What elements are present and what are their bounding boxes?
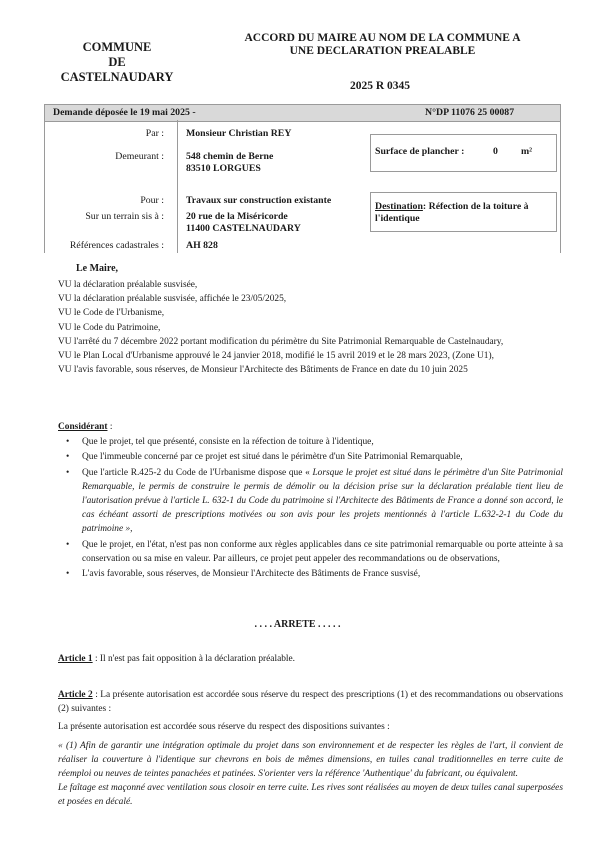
considerant-item: • Que le projet, tel que présenté, consiste en la réfection de toiture à l'identique, bbox=[58, 435, 563, 449]
surface-unit: m² bbox=[521, 146, 533, 157]
dp-number: N°DP 11076 25 00087 bbox=[425, 107, 515, 118]
applicant-name: Monsieur Christian REY bbox=[186, 128, 292, 139]
vu-item: VU le Code de l'Urbanisme, bbox=[58, 308, 165, 319]
destination-box bbox=[370, 192, 557, 232]
cadastre-label: Références cadastrales : bbox=[69, 240, 164, 251]
decision-reference: 2025 R 0345 bbox=[349, 80, 411, 92]
terrain-line-1: 20 rue de la Miséricorde bbox=[186, 211, 288, 222]
article-2-text: : La présente autorisation est accordée sous réserve du respect des prescriptions (1) et des recommandations ou observations (2) suivantes : bbox=[58, 690, 563, 715]
le-maire: Le Maire, bbox=[76, 263, 119, 274]
title-line-1: ACCORD DU MAIRE AU NOM DE LA COMMUNE A bbox=[244, 32, 521, 44]
surface-value: 0 bbox=[493, 146, 498, 157]
par-label: Par : bbox=[145, 128, 164, 139]
article-1-label: Article 1 bbox=[58, 654, 93, 664]
deposit-date: Demande déposée le 19 mai 2025 - bbox=[53, 107, 196, 118]
considerant-colon: : bbox=[107, 422, 113, 432]
vu-item: VU la déclaration préalable susvisée, affichée le 23/05/2025, bbox=[58, 294, 287, 305]
article-2 bbox=[58, 688, 563, 810]
commune-line-2: DE bbox=[108, 55, 126, 69]
considerant-section bbox=[58, 420, 563, 582]
commune-line-1: COMMUNE bbox=[82, 40, 152, 54]
article-1 bbox=[58, 652, 563, 666]
article-2-label: Article 2 bbox=[58, 690, 93, 700]
pour-label: Pour : bbox=[140, 195, 164, 206]
considerant-3-prefix: Que l'article R.425-2 du Code de l'Urbanisme dispose que « bbox=[82, 467, 313, 478]
vu-item: VU la déclaration préalable susvisée, bbox=[58, 280, 198, 290]
considerant-3-quote: Lorsque le projet est situé dans le périmètre d'un Site Patrimonial Remarquable, le permis de construire le permis de démolir ou la décision prise sur la déclaration préalable tient lieu de l'autorisation prévue à l'article L. 632-1 du Code du patrimoine si l'Architecte des Bâtiments de France a donné son accord, le cas échéant assorti de prescriptions motivées ou son avis pour les projets mentionnés à l'article L.632-2-1 du Code du patrimoine », bbox=[82, 467, 563, 535]
vu-item: VU le Plan Local d'Urbanisme approuvé le 24 janvier 2018, modifié le 15 avril 2019 et le 28 mars 2023, (Zone U1), bbox=[58, 351, 494, 362]
vu-item: VU l'avis favorable, sous réserves, de Monsieur l'Architecte des Bâtiments de France en date du 10 juin 2025 bbox=[58, 365, 468, 376]
demeurant-label: Demeurant : bbox=[115, 151, 164, 162]
works-description: Travaux sur construction existante bbox=[186, 195, 332, 206]
considerant-item: • L'avis favorable, sous réserves, de Monsieur l'Architecte des Bâtiments de France susvisé, bbox=[58, 567, 563, 581]
title-line-2: UNE DECLARATION PREALABLE bbox=[289, 45, 476, 57]
surface-label: Surface de plancher : bbox=[375, 146, 465, 157]
considerant-item: • Que l'immeuble concerné par ce projet est situé dans le périmètre d'un Site Patrimonial Remarquable, bbox=[58, 450, 563, 464]
address-line-2: 83510 LORGUES bbox=[186, 163, 261, 174]
prescription-1: « (1) Afin de garantir une intégration optimale du projet dans son environnement et de respecter les règles de l'art, il convient de réaliser la couverture à l'identique sur chevrons en bois de mêmes dimensions, en tuiles canal traditionnelles en terre cuite de réemploi ou neuves de teintes panachées et patinées. S'orienter vers la référence 'Authentique' du fabricant, ou équivalent. bbox=[58, 740, 563, 780]
cadastre-value: AH 828 bbox=[186, 240, 218, 251]
address-line-1: 548 chemin de Berne bbox=[186, 151, 274, 162]
arrete-heading: . . . . ARRETE . . . . . bbox=[254, 619, 341, 630]
considerant-title: Considérant bbox=[58, 422, 108, 432]
vu-list bbox=[58, 278, 563, 377]
prescription-2: Le faîtage est maçonné avec ventilation sous closoir en terre cuite. Les rives sont réalisées au moyen de deux tuiles canal superposées et posées en décalé. bbox=[58, 783, 563, 808]
considerant-item: • Que le projet, en l'état, n'est pas non conforme aux règles applicables dans ce site patrimonial remarquable ou porte atteinte à sa conservation ou sa mise en valeur. Par ailleurs, ce projet peut appeler des recommandations ou de observations, bbox=[58, 538, 563, 566]
table-divider bbox=[177, 120, 178, 253]
article-2-line-2: La présente autorisation est accordée sous réserve du respect des dispositions suivantes : bbox=[58, 722, 390, 733]
vu-item: VU le Code du Patrimoine, bbox=[58, 322, 161, 333]
commune-block bbox=[52, 40, 182, 85]
commune-line-3: CASTELNAUDARY bbox=[60, 70, 174, 84]
destination-label: Destination bbox=[375, 201, 423, 212]
considerant-item bbox=[58, 466, 563, 537]
terrain-line-2: 11400 CASTELNAUDARY bbox=[186, 223, 301, 234]
vu-item: VU l'arrêté du 7 décembre 2022 portant modification du périmètre du Site Patrimonial Remarquable de Castelnaudary, bbox=[58, 336, 504, 347]
destination-text: : Réfection de la toiture à l'identique bbox=[375, 201, 529, 224]
article-1-text: : Il n'est pas fait opposition à la déclaration préalable. bbox=[92, 654, 296, 664]
surface-box bbox=[370, 134, 557, 172]
document-title bbox=[205, 32, 560, 58]
terrain-label: Sur un terrain sis à : bbox=[85, 211, 164, 222]
